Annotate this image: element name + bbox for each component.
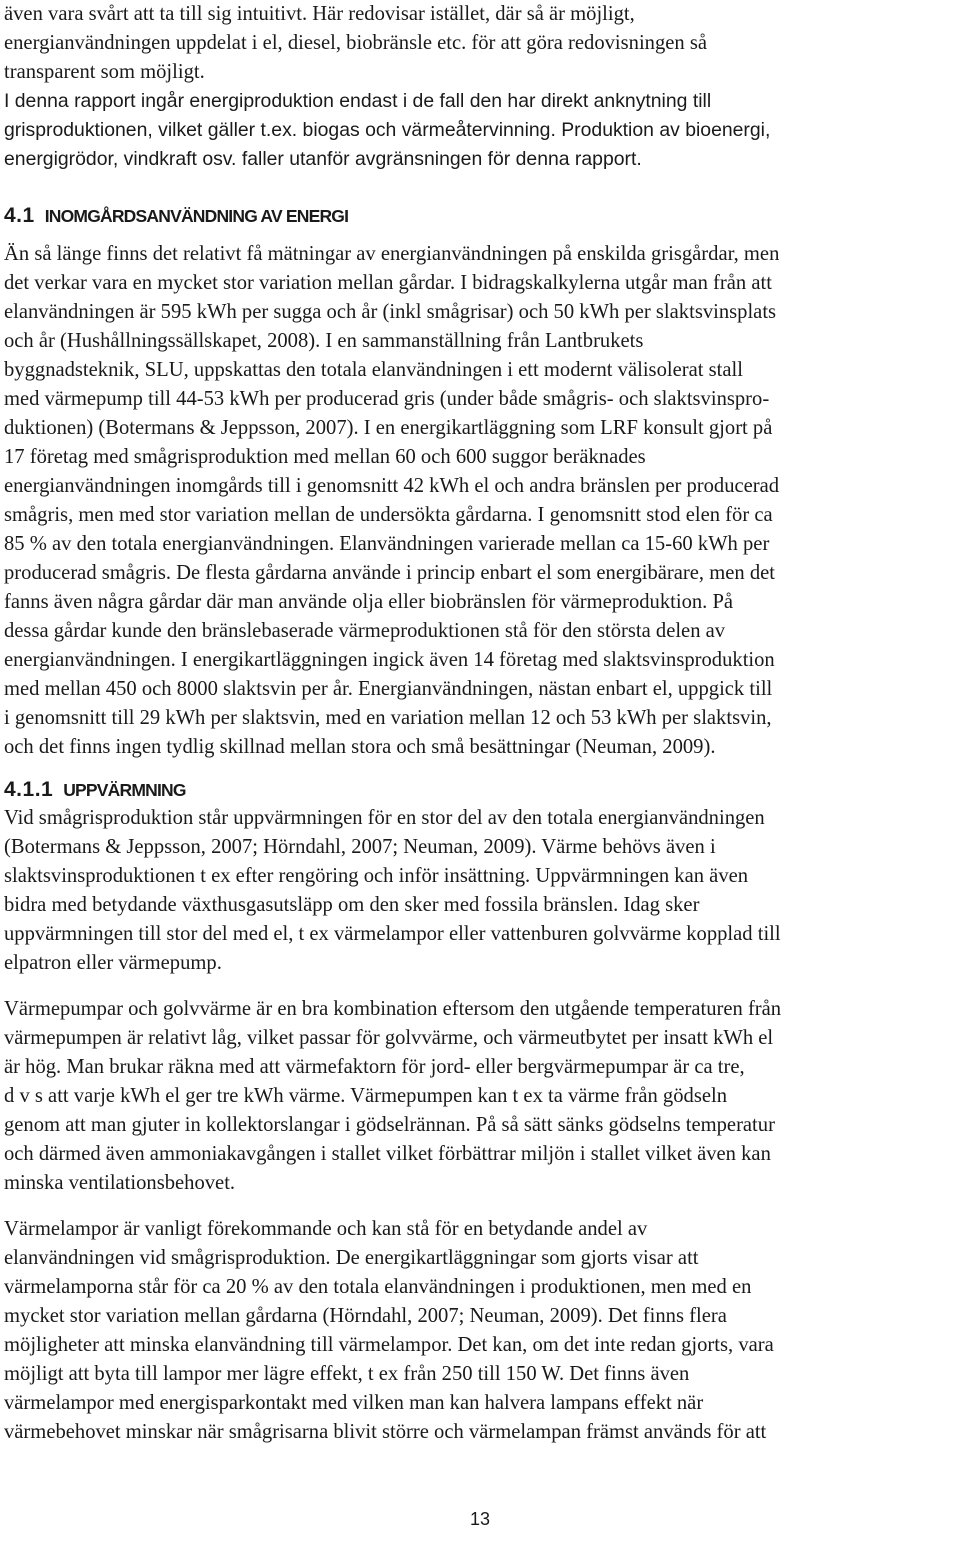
text-line: grisproduktionen, vilket gäller t.ex. biogas och värmeåtervinning. Produktion av bioenergi, bbox=[4, 119, 771, 141]
text-line: med värmepump till 44-53 kWh per producerad gris (under både smågris- och slaktsvinspro- bbox=[4, 388, 770, 410]
text-line: d v s att varje kWh el ger tre kWh värme. Värmepumpen kan t ex ta värme från gödseln bbox=[4, 1085, 727, 1107]
section-4-1-1-paragraph-2 bbox=[4, 995, 956, 1198]
text-line: energigrödor, vindkraft osv. faller utanför avgränsningen för denna rapport. bbox=[4, 148, 642, 170]
page-number: 13 bbox=[469, 1509, 491, 1529]
text-line: mycket stor variation mellan gårdarna (Hörndahl, 2007; Neuman, 2009). Det finns flera bbox=[4, 1305, 727, 1327]
section-4-1-paragraph bbox=[4, 240, 956, 762]
text-line: fanns även några gårdar där man använde olja eller biobränslen för värmeproduktion. På bbox=[4, 591, 734, 613]
text-line: (Botermans & Jeppsson, 2007; Hörndahl, 2007; Neuman, 2009). Värme behövs även i bbox=[4, 836, 716, 858]
text-line: Värmelampor är vanligt förekommande och kan stå för en betydande andel av bbox=[4, 1218, 648, 1240]
section-4-1-1-paragraph-3 bbox=[4, 1215, 956, 1447]
text-line: och därmed även ammoniakavgången i stallet vilket förbättrar miljön i stallet vilket även kan bbox=[4, 1143, 771, 1165]
section-title: INOMGÅRDSANVÄNDNING AV ENERGI bbox=[44, 206, 349, 226]
text-line: Värmepumpar och golvvärme är en bra kombination eftersom den utgående temperaturen från bbox=[4, 998, 782, 1020]
text-line: duktionen) (Botermans & Jeppsson, 2007). I en energikartläggning som LRF konsult gjort på bbox=[4, 417, 773, 439]
intro-paragraph-1 bbox=[4, 0, 956, 87]
document-page bbox=[4, 0, 956, 1447]
text-line: 17 företag med smågrisproduktion med mellan 60 och 600 suggor beräknades bbox=[4, 446, 646, 468]
text-line: minska ventilationsbehovet. bbox=[4, 1172, 236, 1194]
section-heading-4-1-1 bbox=[4, 778, 956, 802]
text-line: uppvärmningen till stor del med el, t ex värmelampor eller vattenburen golvvärme kopplad till bbox=[4, 923, 781, 945]
text-line: även vara svårt att ta till sig intuitivt. Här redovisar istället, där så är möjligt, bbox=[4, 3, 635, 25]
text-line: och det finns ingen tydlig skillnad mellan stora och små besättningar (Neuman, 2009). bbox=[4, 736, 716, 758]
text-line: elpatron eller värmepump. bbox=[4, 952, 222, 974]
section-number: 4.1.1 bbox=[4, 778, 54, 801]
text-line: elanvändningen vid smågrisproduktion. De energikartläggningar som gjorts visar att bbox=[4, 1247, 699, 1269]
text-line: bidra med betydande växthusgasutsläpp om den sker med fossila bränslen. Idag sker bbox=[4, 894, 700, 916]
text-line: möjligt att byta till lampor mer lägre effekt, t ex från 250 till 150 W. Det finns även bbox=[4, 1363, 690, 1385]
section-4-1-1-paragraph-1 bbox=[4, 804, 956, 978]
text-line: värmelamporna står för ca 20 % av den totala elanvändningen i produktionen, men med en bbox=[4, 1276, 752, 1298]
section-number: 4.1 bbox=[4, 204, 35, 227]
text-line: det verkar vara en mycket stor variation mellan gårdar. I bidragskalkylerna utgår man från att bbox=[4, 272, 772, 294]
intro-paragraph-2 bbox=[4, 87, 956, 174]
text-line: värmelampor med energisparkontakt med vilken man kan halvera lampans effekt när bbox=[4, 1392, 704, 1414]
text-line: byggnadsteknik, SLU, uppskattas den totala elanvändningen i ett modernt välisolerat stall bbox=[4, 359, 743, 381]
text-line: dessa gårdar kunde den bränslebaserade värmeproduktionen stå för den största delen av bbox=[4, 620, 726, 642]
text-line: med mellan 450 och 8000 slaktsvin per år. Energianvändningen, nästan enbart el, uppgick till bbox=[4, 678, 773, 700]
text-line: elanvändningen är 595 kWh per sugga och år (inkl smågrisar) och 50 kWh per slaktsvinsplats bbox=[4, 301, 777, 323]
text-line: genom att man gjuter in kollektorslangar i gödselrännan. På så sätt sänks gödselns temperatur bbox=[4, 1114, 775, 1136]
text-line: möjligheter att minska elanvändning till värmelampor. Det kan, om det inte redan gjorts, vara bbox=[4, 1334, 774, 1356]
text-line: slaktsvinsproduktionen t ex efter rengöring och inför insättning. Uppvärmningen kan även bbox=[4, 865, 749, 887]
text-line: 85 % av den totala energianvändningen. Elanvändningen varierade mellan ca 15-60 kWh per bbox=[4, 533, 770, 555]
text-line: producerad smågris. De flesta gårdarna använde i princip enbart el som energibärare, men det bbox=[4, 562, 775, 584]
text-line: transparent som möjligt. bbox=[4, 61, 205, 83]
text-line: smågris, men med stor variation mellan de undersökta gårdarna. I genomsnitt stod elen för ca bbox=[4, 504, 773, 526]
text-line: energianvändningen uppdelat i el, diesel, biobränsle etc. för att göra redovisningen så bbox=[4, 32, 708, 54]
text-line: värmebehovet minskar när smågrisarna blivit större och värmelampan främst används för att bbox=[4, 1421, 767, 1443]
text-line: i genomsnitt till 29 kWh per slaktsvin, med en variation mellan 12 och 53 kWh per slaktsvin, bbox=[4, 707, 772, 729]
text-line: I denna rapport ingår energiproduktion endast i de fall den har direkt anknytning till bbox=[4, 90, 712, 112]
text-line: Än så länge finns det relativt få mätningar av energianvändningen på enskilda grisgårdar, men bbox=[4, 243, 780, 265]
section-heading-4-1 bbox=[4, 204, 956, 228]
text-line: energianvändningen inomgårds till i genomsnitt 42 kWh el och andra bränslen per producerad bbox=[4, 475, 780, 497]
text-line: är hög. Man brukar räkna med att värmefaktorn för jord- eller bergvärmepumpar är ca tre, bbox=[4, 1056, 745, 1078]
text-line: värmepumpen är relativt låg, vilket passar för golvvärme, och värmeutbytet per insatt kWh el bbox=[4, 1027, 774, 1049]
section-title: UPPVÄRMNING bbox=[63, 780, 186, 800]
text-line: och år (Hushållningssällskapet, 2008). I en sammanställning från Lantbrukets bbox=[4, 330, 644, 352]
text-line: Vid smågrisproduktion står uppvärmningen för en stor del av den totala energianvändningen bbox=[4, 807, 765, 829]
text-line: energianvändningen. I energikartläggningen ingick även 14 företag med slaktsvinsproduktion bbox=[4, 649, 775, 671]
